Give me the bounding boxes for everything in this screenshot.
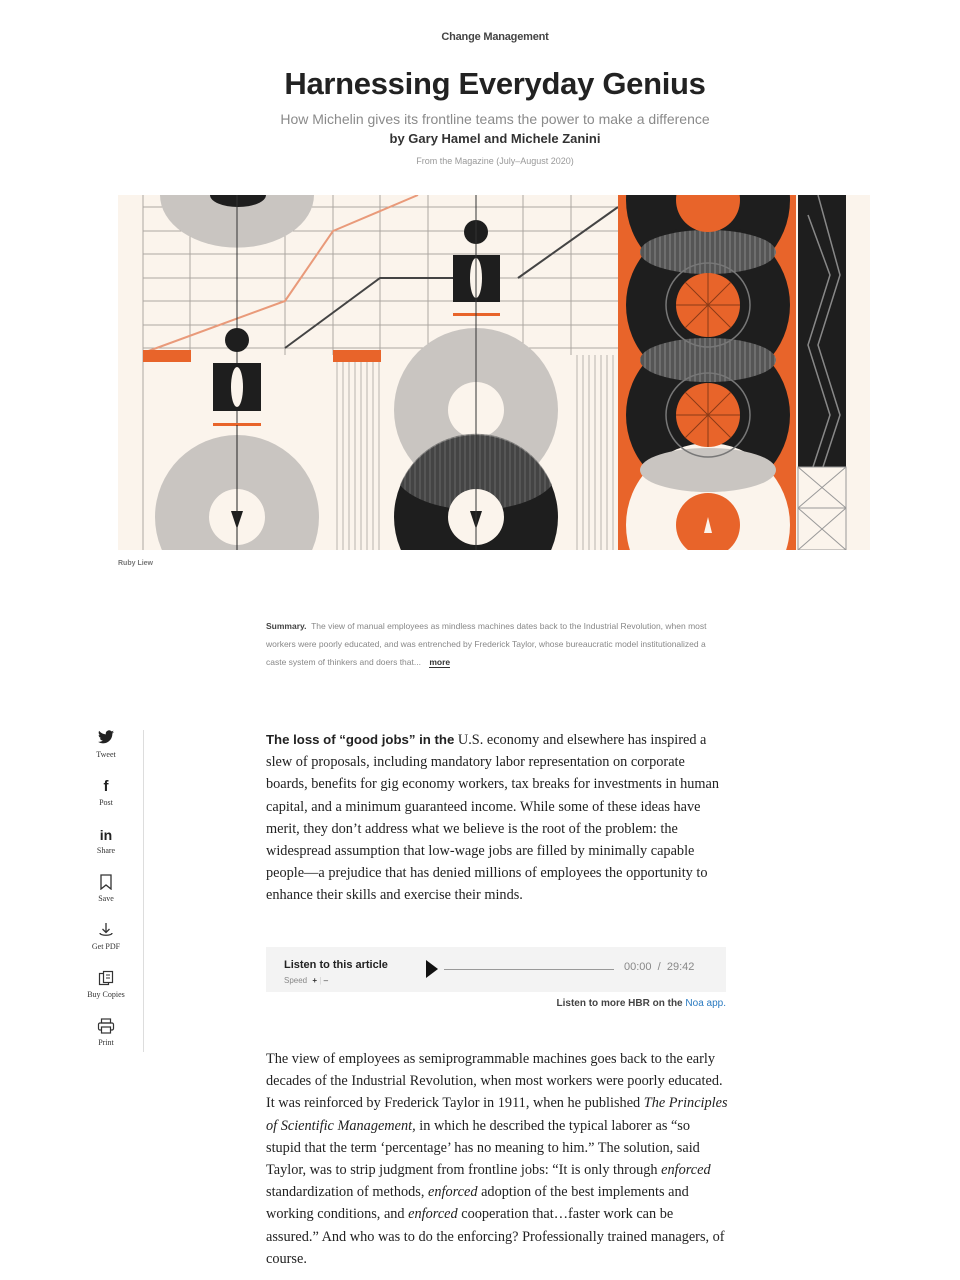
article-paragraph-1 (266, 729, 728, 907)
share-linkedin-label: Share (96, 846, 116, 855)
print-button[interactable] (82, 1018, 130, 1047)
emphasis: enforced (428, 1184, 478, 1201)
speed-control (284, 976, 328, 985)
play-button[interactable] (426, 960, 438, 978)
print-label: Print (98, 1038, 114, 1047)
byline: by Gary Hamel and Michele Zanini (389, 131, 601, 146)
duration: 29:42 (666, 961, 695, 973)
get-pdf-button[interactable] (82, 922, 130, 951)
bookmark-icon (82, 874, 130, 892)
paragraph-text: The view of employees as semiprogrammable machines goes back to the early decades of the Industrial Revolution, when most workers were poorly educated. It was reinforced by Frederick Taylor in 1911, when he published (266, 1051, 723, 1112)
linkedin-icon: in (99, 827, 113, 843)
paragraph-text: cooperation that…faster work can be assured.” And who was to do the enforcing? Professionally trained managers, of course. (266, 1206, 725, 1267)
summary-text: The view of manual employees as mindless machines dates back to the Industrial Revolution, when most workers were poorly educated, and was entrenched by Frederick Taylor, whose bureaucratic model institutionalized a caste system of thinkers and doers that... (266, 621, 707, 667)
illustration-credit: Ruby Liew (118, 560, 154, 567)
emphasis: enforced (661, 1162, 711, 1179)
hero-illustration (118, 195, 870, 550)
get-pdf-label: Get PDF (91, 942, 121, 951)
share-post-button[interactable] (82, 778, 130, 807)
article-summary (266, 617, 726, 671)
paragraph-text: adoption of the best implements and working conditions, and (266, 1184, 689, 1223)
audio-player (266, 947, 726, 992)
buy-copies-button[interactable] (82, 970, 130, 999)
listen-more-promo (266, 998, 726, 1009)
player-label: Listen to this article (284, 959, 388, 971)
buy-copies-label: Buy Copies (87, 990, 125, 999)
paragraph-text: U.S. economy and elsewhere has inspired a slew of proposals, including mandatory labor representation on corporate boards, benefits for gig economy workers, tax breaks for investments in human capital, and a minimum guaranteed income. While some of these ideas have merit, they don’t address what we believe is the root of the problem: the widespread assumption that low-wage jobs are filled by minimally capable people—a prejudice that has denied millions of employees the opportunity to enhance their skills and exercise their minds. (266, 732, 720, 904)
audio-time (624, 961, 694, 973)
twitter-icon (82, 730, 130, 748)
audio-progress-bar[interactable] (444, 969, 614, 970)
share-tweet-button[interactable] (82, 730, 130, 759)
share-post-label: Post (99, 798, 113, 807)
topic-link[interactable]: Change Management (441, 31, 549, 43)
current-time: 00:00 (624, 961, 652, 973)
article-title: Harnessing Everyday Genius (284, 66, 706, 101)
save-label: Save (98, 894, 114, 903)
print-icon (82, 1018, 130, 1036)
download-icon (82, 922, 130, 940)
facebook-icon: f (103, 778, 109, 795)
speed-increase-button[interactable]: + (312, 976, 318, 985)
paragraph-text: standardization of methods, (266, 1184, 428, 1201)
emphasis: enforced (408, 1206, 458, 1223)
speed-separator: | (319, 976, 322, 985)
paragraph-text: in which he described the typical laborer as “so stupid that the term ‘percentage’ has no meaning to him.” The solution, said Taylor, was to strip judgment from frontline jobs: “It is only through (266, 1117, 700, 1179)
speed-label: Speed (284, 976, 308, 985)
share-linkedin-button[interactable] (82, 826, 130, 855)
share-tweet-label: Tweet (96, 750, 116, 759)
speed-decrease-button[interactable]: – (323, 976, 329, 985)
summary-label: Summary. (266, 621, 307, 631)
noa-app-link[interactable]: Noa app. (685, 998, 726, 1009)
copies-icon (82, 970, 130, 988)
time-separator: / (657, 961, 661, 973)
share-toolbar (82, 730, 144, 1052)
save-button[interactable] (82, 874, 130, 903)
summary-more-link[interactable]: more (429, 657, 451, 667)
listen-more-text: Listen to more HBR on the (556, 998, 683, 1009)
article-paragraph-2 (266, 1048, 728, 1270)
book-title: The Principles of Scientific Management, (266, 1095, 728, 1134)
publication-info: From the Magazine (July–August 2020) (416, 156, 574, 166)
lead-in: The loss of “good jobs” in the (266, 732, 455, 747)
illustration-graphic (118, 195, 870, 550)
article-subtitle: How Michelin gives its frontline teams the power to make a difference (280, 111, 710, 127)
